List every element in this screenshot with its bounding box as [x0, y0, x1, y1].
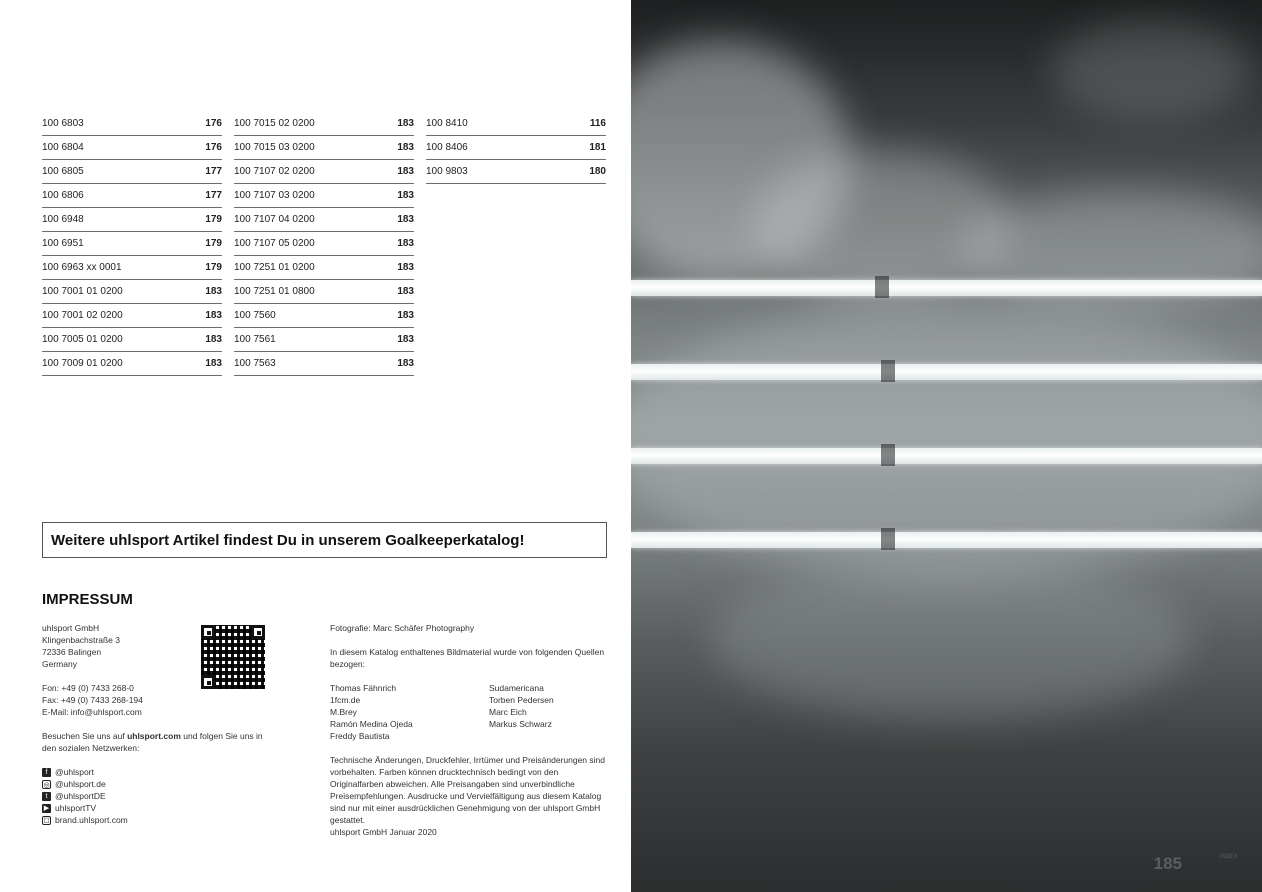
page-reference: 183 — [205, 334, 222, 345]
goal-crossbar — [631, 448, 1262, 464]
address-line: 72336 Balingen — [42, 647, 102, 657]
index-row — [234, 184, 414, 208]
instagram-icon: ◎ — [43, 781, 50, 789]
source-item: Ramón Medina Ojeda — [330, 719, 413, 729]
company-address — [42, 622, 192, 670]
index-row — [234, 328, 414, 352]
page-reference: 183 — [397, 214, 414, 225]
legal-notice — [330, 754, 608, 838]
sources-list — [330, 682, 606, 742]
article-number: 100 6803 — [42, 118, 84, 129]
social-handle: @uhlsport.de — [55, 779, 106, 789]
address-line: Klingenbachstraße 3 — [42, 635, 120, 645]
article-number: 100 8406 — [426, 142, 468, 153]
article-number: 100 9803 — [426, 166, 468, 177]
source-item: Sudamericana — [489, 683, 544, 693]
page-reference: 183 — [397, 286, 414, 297]
page-reference: 176 — [205, 118, 222, 129]
index-row — [234, 160, 414, 184]
index-column-1 — [42, 112, 222, 376]
article-number: 100 7251 01 0200 — [234, 262, 315, 273]
article-number: 100 7009 01 0200 — [42, 358, 123, 369]
article-number: 100 7001 02 0200 — [42, 310, 123, 321]
page-reference: 183 — [205, 310, 222, 321]
page-reference: 183 — [397, 166, 414, 177]
page-reference: 179 — [205, 262, 222, 273]
index-row — [42, 304, 222, 328]
goal-crossbar — [631, 532, 1262, 548]
page-reference: 183 — [205, 286, 222, 297]
index-row — [234, 208, 414, 232]
page-reference: 180 — [589, 166, 606, 177]
article-number: 100 7563 — [234, 358, 276, 369]
social-link[interactable] — [42, 766, 242, 778]
index-row — [426, 112, 606, 136]
article-number: 100 7107 02 0200 — [234, 166, 315, 177]
article-number: 100 7107 05 0200 — [234, 238, 315, 249]
index-column-2 — [234, 112, 414, 376]
social-handle: @uhlsport — [55, 767, 94, 777]
index-row — [426, 136, 606, 160]
article-number: 100 6806 — [42, 190, 84, 201]
goal-crossbar — [631, 280, 1262, 296]
article-number: 100 6804 — [42, 142, 84, 153]
index-row — [42, 208, 222, 232]
visit-pre: Besuchen Sie uns auf — [42, 731, 128, 741]
article-number: 100 7015 03 0200 — [234, 142, 315, 153]
social-link[interactable] — [42, 802, 242, 814]
social-handle: brand.uhlsport.com — [55, 815, 128, 825]
youtube-icon: ▶ — [43, 804, 50, 812]
page-reference: 183 — [397, 262, 414, 273]
index-row — [42, 256, 222, 280]
edition-date: uhlsport GmbH Januar 2020 — [330, 827, 437, 837]
page-reference: 181 — [589, 142, 606, 153]
page-reference: 177 — [205, 166, 222, 177]
impressum-title: IMPRESSUM — [42, 591, 133, 608]
page-number: 185 — [1153, 854, 1182, 873]
index-row — [42, 232, 222, 256]
source-item: Torben Pedersen — [489, 695, 554, 705]
social-link[interactable] — [42, 790, 242, 802]
goal-crossbar — [631, 364, 1262, 380]
article-number: 100 6963 xx 0001 — [42, 262, 122, 273]
article-number: 100 7251 01 0800 — [234, 286, 315, 297]
source-item: Markus Schwarz — [489, 719, 552, 729]
page-tag: INDEX — [1219, 854, 1238, 860]
index-row — [234, 136, 414, 160]
sources-column-2 — [489, 682, 554, 742]
index-row — [42, 184, 222, 208]
twitter-icon: t — [42, 792, 51, 801]
index-row — [234, 352, 414, 376]
page-reference: 183 — [397, 238, 414, 249]
email-link[interactable]: E-Mail: info@uhlsport.com — [42, 707, 142, 717]
goalkeeper-catalog-callout: Weitere uhlsport Artikel findest Du in unserem Goalkeeperkatalog! — [42, 522, 607, 558]
index-row — [42, 112, 222, 136]
social-handle: @uhlsportDE — [55, 791, 106, 801]
article-number: 100 7015 02 0200 — [234, 118, 315, 129]
social-list — [42, 766, 242, 826]
page-reference: 183 — [397, 334, 414, 345]
source-item: Thomas Fähnrich — [330, 683, 397, 693]
visit-text — [42, 730, 272, 754]
source-item: 1fcm.de — [330, 695, 361, 705]
index-row — [234, 112, 414, 136]
smoke-goal-photo — [631, 0, 1262, 892]
article-number: 100 7005 01 0200 — [42, 334, 123, 345]
article-number: 100 7107 04 0200 — [234, 214, 315, 225]
qr-code[interactable] — [201, 625, 265, 689]
index-row — [234, 280, 414, 304]
sources-intro: In diesem Katalog enthaltenes Bildmaterial wurde von folgenden Quellen bezogen: — [330, 647, 605, 669]
page-reference: 183 — [397, 142, 414, 153]
page-reference: 179 — [205, 214, 222, 225]
social-link[interactable] — [42, 814, 242, 826]
index-row — [42, 160, 222, 184]
article-number: 100 7560 — [234, 310, 276, 321]
index-row — [42, 328, 222, 352]
photo-credit: Fotografie: Marc Schäfer Photography — [330, 623, 475, 633]
index-row — [42, 136, 222, 160]
article-number: 100 6951 — [42, 238, 84, 249]
index-row — [426, 160, 606, 184]
phone-line: Fon: +49 (0) 7433 268-0 — [42, 683, 134, 693]
address-line: uhlsport GmbH — [42, 623, 100, 633]
index-row — [234, 304, 414, 328]
index-column-3 — [426, 112, 606, 184]
address-line: Germany — [42, 659, 77, 669]
index-row — [234, 256, 414, 280]
page-reference: 176 — [205, 142, 222, 153]
sources-column-1 — [330, 682, 489, 742]
legal-text: Technische Änderungen, Druckfehler, Irrtümer und Preisänderungen sind vorbehalten. Farben können drucktechnisch bedingt von den Originalfarben abweichen. Alle Preisangaben sind unverbindliche Preisempfehlungen. Ausdrucke und Vervielfältigung aus diesem Katalog sind nur mit einer ausdrücklichen Genehmigung von der uhlsport GmbH gestattet. — [330, 755, 605, 825]
page-reference: 183 — [397, 118, 414, 129]
page-reference: 183 — [397, 358, 414, 369]
facebook-icon: f — [42, 768, 51, 777]
chat-icon: ☐ — [43, 817, 50, 825]
page-reference: 177 — [205, 190, 222, 201]
website-link[interactable]: uhlsport.com — [127, 731, 181, 741]
index-row — [234, 232, 414, 256]
page-reference: 183 — [205, 358, 222, 369]
company-contact — [42, 682, 242, 718]
article-number: 100 7107 03 0200 — [234, 190, 315, 201]
article-number: 100 6805 — [42, 166, 84, 177]
social-handle: uhlsportTV — [55, 803, 97, 813]
article-number: 100 7001 01 0200 — [42, 286, 123, 297]
article-number: 100 8410 — [426, 118, 468, 129]
index-row — [42, 352, 222, 376]
article-number: 100 6948 — [42, 214, 84, 225]
page-reference: 183 — [397, 190, 414, 201]
source-item: Marc Eich — [489, 707, 527, 717]
source-item: M.Brey — [330, 707, 357, 717]
page-reference: 183 — [397, 310, 414, 321]
social-link[interactable] — [42, 778, 242, 790]
visit-post: und folgen Sie uns in den sozialen Netzwerken: — [42, 731, 263, 753]
page-reference: 116 — [589, 118, 606, 129]
source-item: Freddy Bautista — [330, 731, 390, 741]
article-number: 100 7561 — [234, 334, 276, 345]
index-row — [42, 280, 222, 304]
page-reference: 179 — [205, 238, 222, 249]
fax-line: Fax: +49 (0) 7433 268-194 — [42, 695, 143, 705]
